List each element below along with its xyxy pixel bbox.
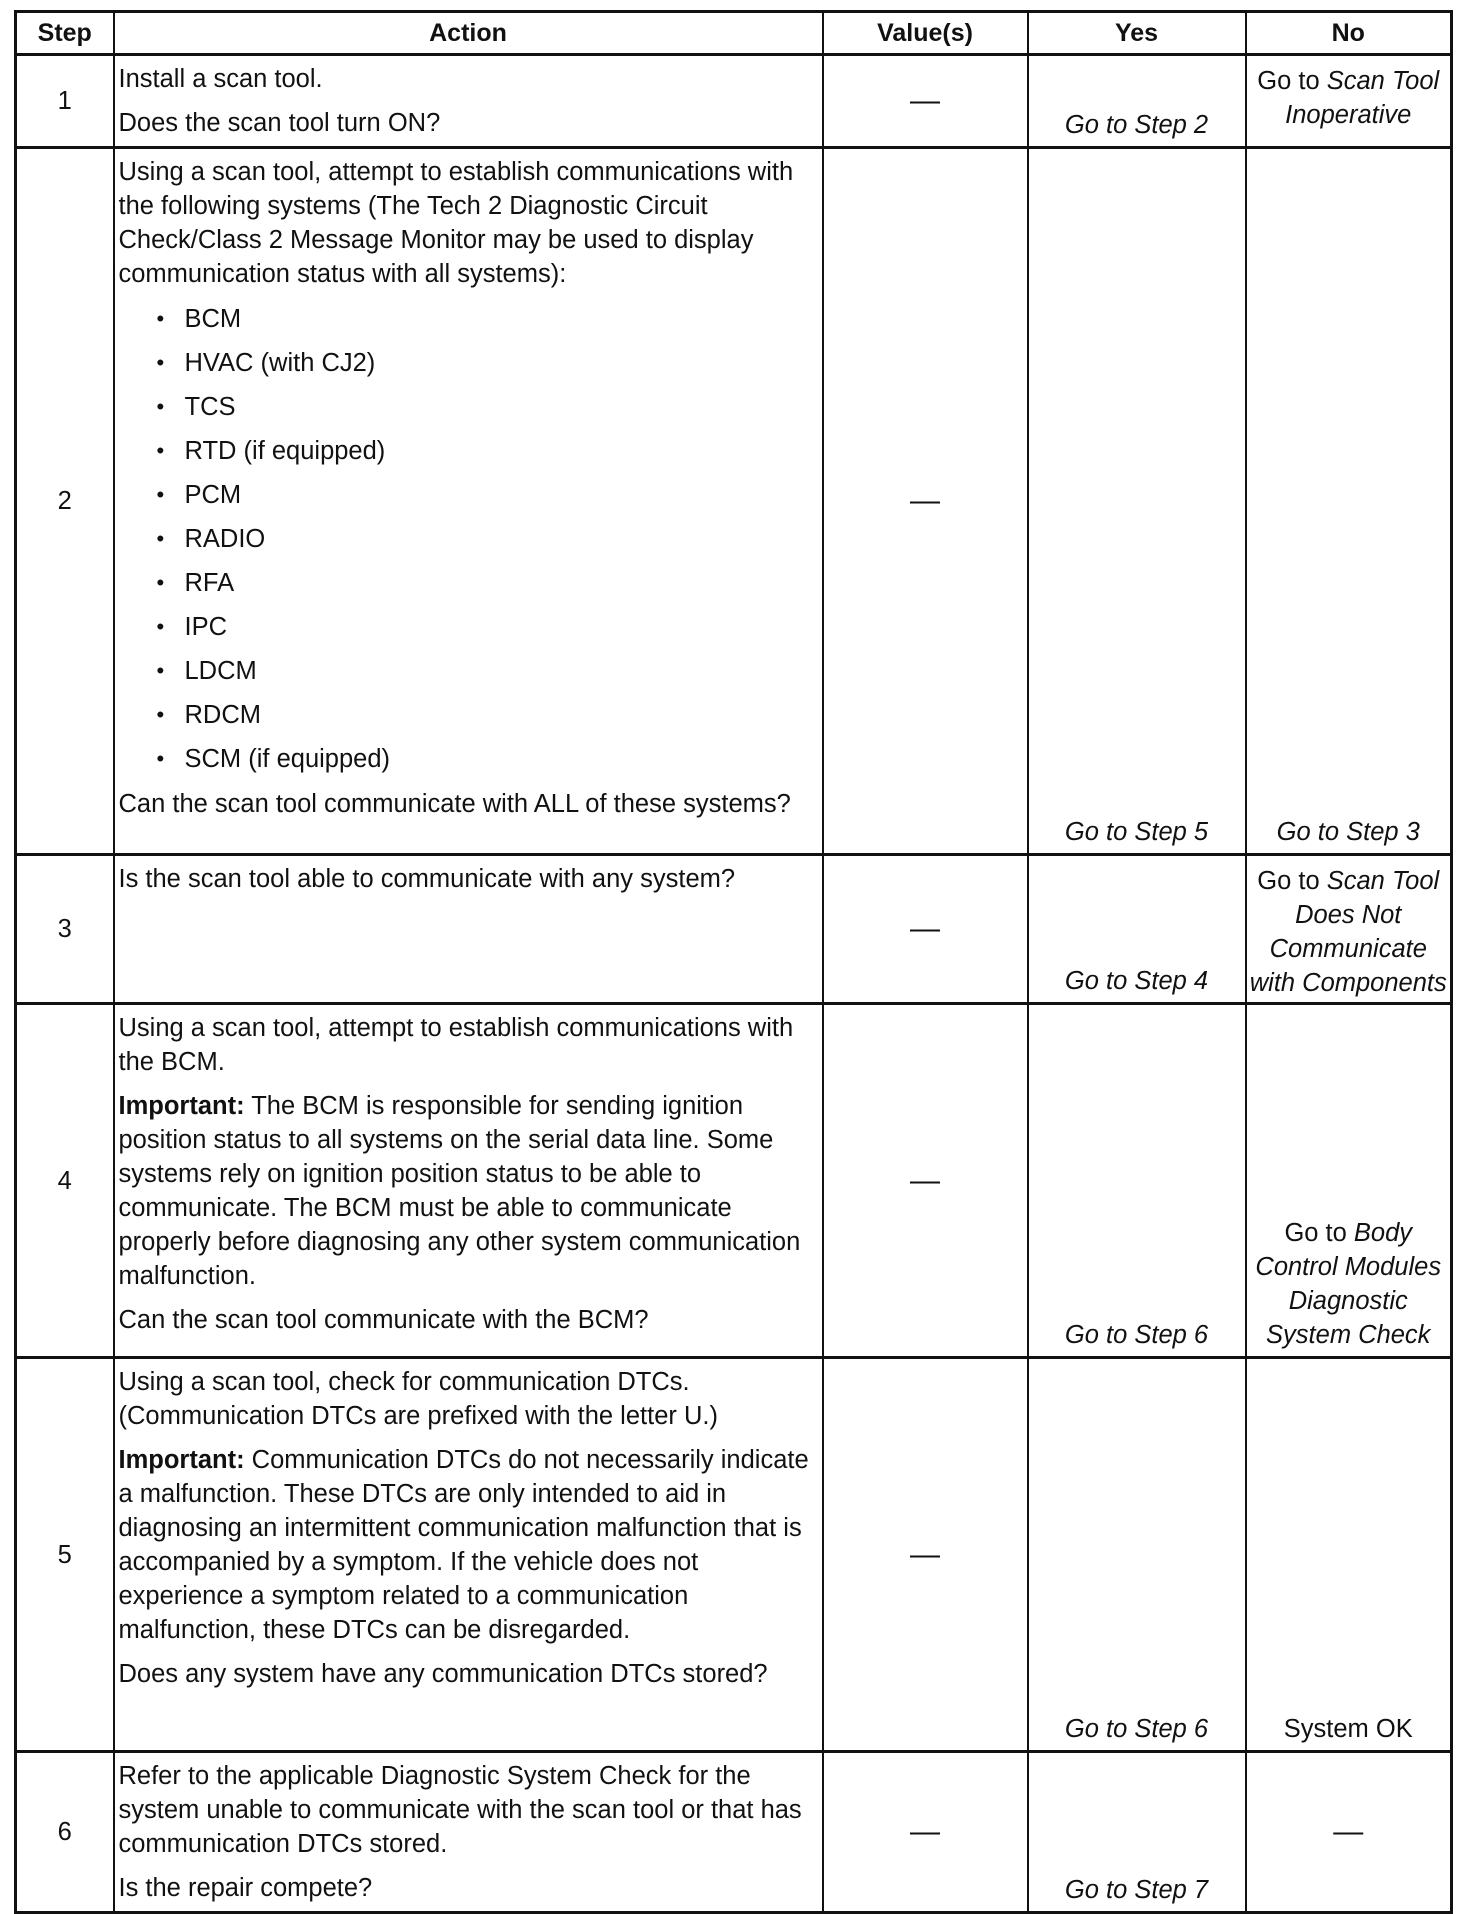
list-item: • LDCM (153, 649, 816, 693)
yes-link[interactable]: Go to Step 4 (1064, 967, 1209, 995)
header-values: Value(s) (823, 12, 1028, 55)
no-cell (1246, 55, 1452, 148)
table-row-step-1 (16, 55, 1452, 148)
no-prefix: Go to (1257, 867, 1327, 895)
header-action: Action (114, 12, 823, 55)
action-text: Using a scan tool, attempt to establish communications with the following systems (The Tech 2 Diagnostic Circuit Check/Class 2 Message Monitor may be used to display communication status with all systems): (118, 158, 794, 288)
yes-cell (1028, 1004, 1246, 1358)
system-list (119, 297, 816, 781)
action-question: Is the scan tool able to communicate with any system? (118, 865, 736, 893)
action-cell (114, 1752, 823, 1913)
no-cell (1246, 1358, 1452, 1752)
no-cell (1246, 1004, 1452, 1358)
step-number: 4 (16, 1004, 114, 1358)
action-text: Using a scan tool, check for communication DTCs. (Communication DTCs are prefixed with the letter U.) (118, 1368, 718, 1430)
value-cell: — (823, 855, 1028, 1004)
no-link[interactable] (1247, 1216, 1451, 1352)
yes-cell (1028, 1358, 1246, 1752)
action-question: Does any system have any communication DTCs stored? (118, 1660, 768, 1688)
action-cell (114, 1004, 823, 1358)
list-item: • RADIO (153, 517, 816, 561)
header-no: No (1246, 12, 1452, 55)
action-text: Refer to the applicable Diagnostic System Check for the system unable to communicate with the scan tool or that has communication DTCs stored. (118, 1762, 802, 1858)
header-yes: Yes (1028, 12, 1246, 55)
list-item: • RTD (if equipped) (153, 429, 816, 473)
step-number: 3 (16, 855, 114, 1004)
yes-cell (1028, 855, 1246, 1004)
no-target: Scan Tool Does Not Communicate with Components (1249, 867, 1447, 997)
no-target: Scan Tool Inoperative (1285, 67, 1440, 129)
action-question: Can the scan tool communicate with the BCM? (118, 1306, 649, 1334)
action-cell (114, 148, 823, 855)
action-question: Does the scan tool turn ON? (118, 109, 441, 137)
important-text: The BCM is responsible for sending ignition position status to all systems on the serial data line. Some systems rely on ignition position status to be able to communicate. The BCM must be able to communicate properly before diagnosing any other system communication malfunction. (118, 1092, 801, 1290)
step-number: 5 (16, 1358, 114, 1752)
yes-link[interactable]: Go to Step 6 (1064, 1715, 1209, 1743)
table-row-step-5 (16, 1358, 1452, 1752)
value-cell: — (823, 1004, 1028, 1358)
important-label: Important: (118, 1092, 245, 1120)
important-note (119, 1089, 816, 1293)
action-cell (114, 1358, 823, 1752)
action-text: Install a scan tool. (118, 65, 323, 93)
yes-cell (1028, 1752, 1246, 1913)
no-link[interactable] (1247, 56, 1451, 132)
value-cell: — (823, 1752, 1028, 1913)
list-item: • PCM (153, 473, 816, 517)
important-text: Communication DTCs do not necessarily indicate a malfunction. These DTCs are only intended to aid in diagnosing an intermittent communication malfunction that is accompanied by a symptom. If the vehicle does not experience a symptom related to a communication malfunction, these DTCs can be disregarded. (118, 1446, 809, 1644)
no-result: System OK (1283, 1715, 1413, 1743)
yes-link[interactable]: Go to Step 6 (1064, 1321, 1209, 1349)
table-row-step-4 (16, 1004, 1452, 1358)
no-prefix: Go to (1284, 1219, 1354, 1247)
no-cell: — (1246, 1752, 1452, 1913)
no-link[interactable]: Go to Step 3 (1276, 818, 1420, 846)
yes-cell (1028, 148, 1246, 855)
yes-link[interactable]: Go to Step 7 (1064, 1876, 1209, 1904)
no-cell (1246, 855, 1452, 1004)
no-target: Body Control Modules Diagnostic System Check (1255, 1219, 1442, 1349)
action-question: Is the repair compete? (118, 1874, 373, 1902)
list-item: • HVAC (with CJ2) (153, 341, 816, 385)
list-item: • RFA (153, 561, 816, 605)
value-cell: — (823, 1358, 1028, 1752)
no-prefix: Go to (1257, 67, 1327, 95)
important-note (119, 1443, 816, 1647)
list-item: • RDCM (153, 693, 816, 737)
yes-link[interactable]: Go to Step 2 (1064, 111, 1209, 139)
step-number: 2 (16, 148, 114, 855)
action-text: Using a scan tool, attempt to establish communications with the BCM. (118, 1014, 794, 1076)
value-cell: — (823, 55, 1028, 148)
important-label: Important: (118, 1446, 245, 1474)
table-row-step-2 (16, 148, 1452, 855)
list-item: • SCM (if equipped) (153, 737, 816, 781)
diagnostic-table (14, 10, 1453, 1914)
table-row-step-6 (16, 1752, 1452, 1913)
yes-cell (1028, 55, 1246, 148)
action-cell (114, 55, 823, 148)
header-step: Step (16, 12, 114, 55)
no-link[interactable] (1247, 856, 1451, 1000)
yes-link[interactable]: Go to Step 5 (1064, 818, 1209, 846)
step-number: 6 (16, 1752, 114, 1913)
list-item: • TCS (153, 385, 816, 429)
step-number: 1 (16, 55, 114, 148)
list-item: • IPC (153, 605, 816, 649)
action-question: Can the scan tool communicate with ALL of these systems? (118, 790, 791, 818)
list-item: • BCM (153, 297, 816, 341)
value-cell: — (823, 148, 1028, 855)
header-row (16, 12, 1452, 55)
action-cell (114, 855, 823, 1004)
no-cell (1246, 148, 1452, 855)
table-row-step-3 (16, 855, 1452, 1004)
